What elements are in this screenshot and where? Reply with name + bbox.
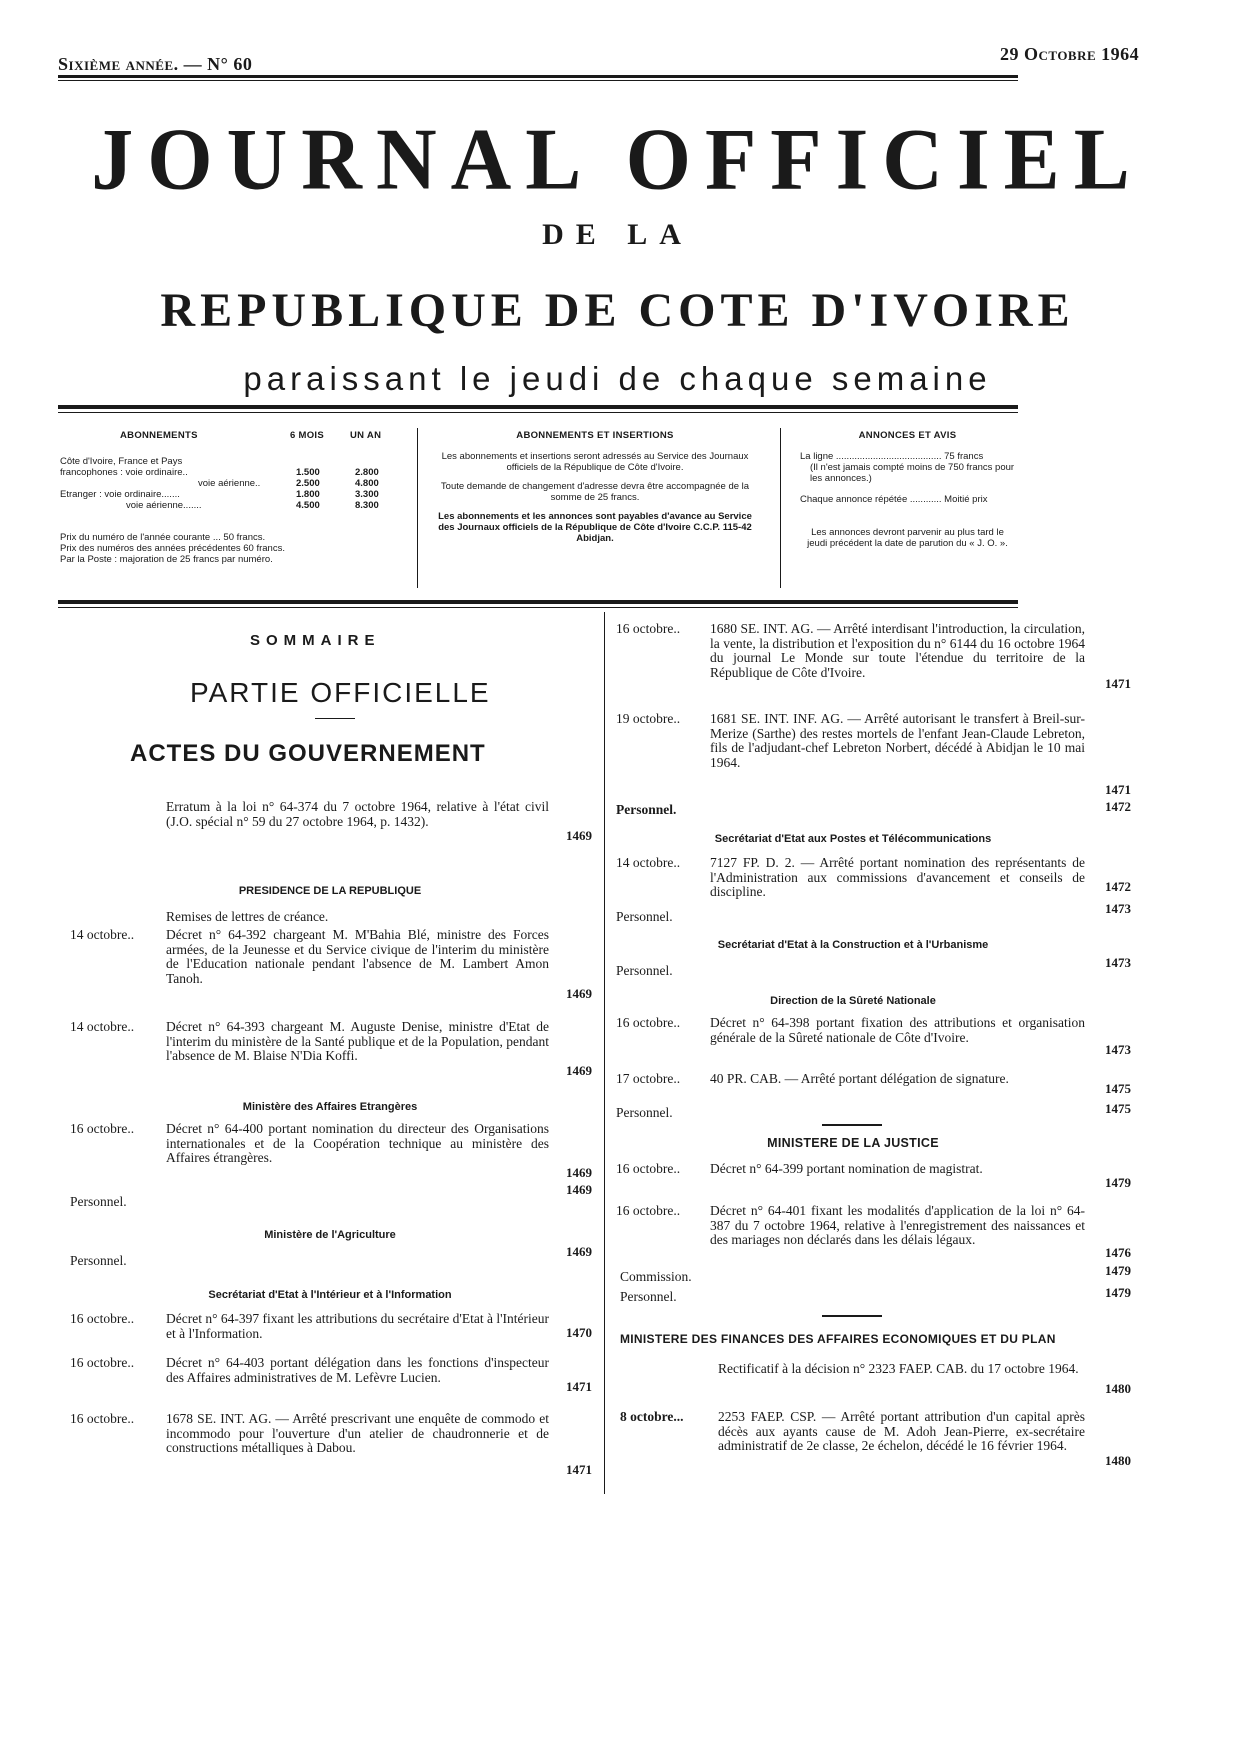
entry-text: 7127 FP. D. 2. — Arrêté portant nomination des représentants de l'Administration aux commissions d'avancement et conseils de discipline. <box>710 855 1085 899</box>
insertions-text: Les abonnements et insertions seront adressés au Service des Journaux officiels de la République de Côte d'Ivoire. <box>441 451 749 473</box>
sub-price: 1.800 <box>296 489 320 500</box>
page-number: 1475 <box>1105 1081 1131 1096</box>
top-rule <box>58 75 1018 78</box>
erratum-text: Erratum à la loi n° 64-374 du 7 octobre 1964, relative à l'état civil (J.O. spécial n° 59 du 27 octobre 1964, p. 1432). <box>166 799 549 829</box>
entry-date: 16 octobre.. <box>70 1355 135 1370</box>
masthead-tagline: paraissant le jeudi de chaque semaine <box>243 360 992 397</box>
separator <box>822 1124 882 1126</box>
entry-date: 8 octobre... <box>620 1409 684 1424</box>
entry-date: 16 octobre.. <box>616 1015 681 1030</box>
personnel-label: Personnel. <box>616 1105 673 1120</box>
page-number: 1480 <box>1105 1453 1131 1468</box>
separator <box>822 1315 882 1317</box>
section-secretariat-interieur: Secrétariat d'Etat à l'Intérieur et à l'Information <box>208 1289 452 1301</box>
insertions-text: Les abonnements et les annonces sont payables d'avance au Service des Journaux officiels de la République de Côte d'Ivoire C.C.P. 115-42 Abidjan. <box>438 511 752 544</box>
page-number: 1469 <box>566 986 592 1001</box>
personnel-label: Personnel. <box>620 1289 677 1304</box>
annonces-text: Les annonces devront parvenir au plus tard le jeudi précédent la date de parution du « J. O. ». <box>807 527 1008 549</box>
personnel-label: Personnel. <box>616 802 677 817</box>
entry-date: 17 octobre.. <box>616 1071 681 1086</box>
sub-price: 2.800 <box>355 467 379 478</box>
entry-text: Décret n° 64-401 fixant les modalités d'application de la loi n° 64-387 du 7 octobre 1964, relative à l'enregistrement des naissances et des mariages non déclarés dans les délais légaux. <box>710 1203 1085 1247</box>
entry-text: 1680 SE. INT. AG. — Arrêté interdisant l'introduction, la circulation, la vente, la distribution et l'exposition du n° 6144 du 16 octobre 1964 du journal Le Monde sur toute l'étendue du territoire de la République de Côte d'Ivoire. <box>710 621 1085 680</box>
section-finances: MINISTERE DES FINANCES DES AFFAIRES ECONOMIQUES ET DU PLAN <box>620 1332 1056 1346</box>
col-6-mois: 6 MOIS <box>290 430 325 441</box>
page-number: 1470 <box>566 1325 592 1340</box>
page-number: 1473 <box>1105 901 1131 916</box>
entry-text: Rectificatif à la décision n° 2323 FAEP. CAB. du 17 octobre 1964. <box>718 1361 1079 1376</box>
page-number: 1472 <box>1105 799 1131 814</box>
annonces-box <box>800 430 1015 549</box>
remises-text: Remises de lettres de créance. <box>166 909 329 924</box>
annonces-heading: ANNONCES ET AVIS <box>858 430 957 441</box>
page-number: 1471 <box>1105 782 1131 797</box>
section-postes: Secrétariat d'Etat aux Postes et Télécommunications <box>714 833 992 845</box>
entry-text: 1678 SE. INT. AG. — Arrêté prescrivant une enquête de commodo et incommodo pour l'ouverture d'un atelier de chaudronnerie et de constructions métalliques à Dabou. <box>166 1411 549 1455</box>
section-presidence: PRESIDENCE DE LA REPUBLIQUE <box>238 885 422 897</box>
masthead-rule-thin <box>58 412 1018 413</box>
page-number: 1479 <box>1105 1263 1131 1278</box>
page-number: 1475 <box>1105 1101 1131 1116</box>
insertions-box <box>430 430 760 544</box>
column-divider <box>604 612 605 1494</box>
page-number: 1472 <box>1105 879 1131 894</box>
entry-text: Décret n° 64-399 portant nomination de magistrat. <box>710 1161 983 1176</box>
entry-date: 14 octobre.. <box>70 927 135 942</box>
personnel-label: Personnel. <box>616 963 673 978</box>
entry-text: 40 PR. CAB. — Arrêté portant délégation de signature. <box>710 1071 1009 1086</box>
insertions-heading: ABONNEMENTS ET INSERTIONS <box>516 430 674 441</box>
sub-row-label: voie aérienne....... <box>126 500 202 511</box>
page-number: 1469 <box>566 1063 592 1078</box>
page-number: 1473 <box>1105 955 1131 970</box>
entry-date: 16 octobre.. <box>70 1311 135 1326</box>
partie-officielle: PARTIE OFFICIELLE <box>190 677 491 708</box>
box-divider <box>780 428 781 588</box>
sub-price: 4.500 <box>296 500 320 511</box>
entry-date: 14 octobre.. <box>616 855 681 870</box>
entry-date: 16 octobre.. <box>616 1161 681 1176</box>
issue-date: 29 Octobre 1964 <box>1000 44 1140 64</box>
page-number: 1479 <box>1105 1285 1131 1300</box>
page-number: 1469 <box>566 1165 592 1180</box>
section-construction: Secrétariat d'Etat à la Construction et à l'Urbanisme <box>717 939 989 951</box>
page-number: 1469 <box>566 1244 592 1259</box>
page-number: 1471 <box>566 1379 592 1394</box>
masthead-de-la: DE LA <box>542 218 693 251</box>
partie-underline <box>315 718 355 719</box>
entry-text: 1681 SE. INT. INF. AG. — Arrêté autorisant le transfert à Breil-sur-Merize (Sarthe) des restes mortels de l'enfant Jean-Claude Lebreton, fils de l'adjudant-chef Lebreton Norbert, décédé à Abidjan le 10 mai 1964. <box>710 711 1085 770</box>
sub-price: 1.500 <box>296 467 320 478</box>
entry-date: 16 octobre.. <box>70 1121 135 1136</box>
subscriptions-heading: ABONNEMENTS <box>120 430 198 441</box>
section-affaires-etrangeres: Ministère des Affaires Etrangères <box>242 1101 418 1113</box>
top-rule-thin <box>58 80 1018 81</box>
subscriptions-box <box>60 430 405 565</box>
entry-date: 14 octobre.. <box>70 1019 135 1034</box>
insertions-text: Toute demande de changement d'adresse devra être accompagnée de la somme de 25 francs. <box>440 481 750 503</box>
sub-row-label: voie aérienne.. <box>198 478 261 489</box>
entry-date: 19 octobre.. <box>616 711 681 726</box>
box-bottom-rule <box>58 600 1018 604</box>
page-number: 1480 <box>1105 1381 1131 1396</box>
entry-date: 16 octobre.. <box>616 621 681 636</box>
price-line: Prix des numéros des années précédentes 60 francs. <box>60 543 285 554</box>
personnel-label: Personnel. <box>616 909 673 924</box>
entry-text: Décret n° 64-392 chargeant M. M'Bahia Blé, ministre des Forces armées, de la Jeunesse et du Service civique de l'interim du ministère de l'Education nationale pendant l'absence de M. Lambert Amon Tanoh. <box>166 927 549 986</box>
annonces-text: (Il n'est jamais compté moins de 750 francs pour les annonces.) <box>810 462 1015 484</box>
annonces-text: Chaque annonce répétée ............ Moitié prix <box>800 494 988 505</box>
entry-text: Décret n° 64-393 chargeant M. Auguste Denise, ministre d'Etat de l'interim du ministère de la Santé publique et de la Population, pendant l'absence de M. Blaise N'Dia Koffi. <box>166 1019 549 1063</box>
sub-price: 4.800 <box>355 478 379 489</box>
page-number: 1469 <box>566 1182 592 1197</box>
section-surete: Direction de la Sûreté Nationale <box>770 995 936 1007</box>
entry-text: Décret n° 64-397 fixant les attributions du secrétaire d'Etat à l'Intérieur et à l'Information. <box>166 1311 549 1341</box>
page-number: 1476 <box>1105 1245 1131 1260</box>
entry-text: Décret n° 64-398 portant fixation des attributions et organisation générale de la Sûreté nationale de Côte d'Ivoire. <box>710 1015 1085 1045</box>
annonces-text: La ligne ........................................ 75 francs <box>800 451 984 462</box>
price-line: Par la Poste : majoration de 25 francs par numéro. <box>60 554 273 565</box>
box-bottom-rule-thin <box>58 607 1018 608</box>
page-number: 1479 <box>1105 1175 1131 1190</box>
section-agriculture: Ministère de l'Agriculture <box>264 1229 396 1241</box>
personnel-label: Personnel. <box>70 1253 127 1268</box>
entry-text: 2253 FAEP. CSP. — Arrêté portant attribution d'un capital après décès aux ayants cause de M. Adoh Jean-Pierre, ex-secrétaire administratif de 2e classe, 2e échelon, décédé le 16 février 1964. <box>718 1409 1085 1453</box>
masthead-republic: REPUBLIQUE DE COTE D'IVOIRE <box>160 284 1075 337</box>
personnel-label: Personnel. <box>70 1194 127 1209</box>
sub-row-label: Etranger : voie ordinaire....... <box>60 489 180 500</box>
masthead-title: JOURNAL OFFICIEL <box>91 110 1144 209</box>
box-divider <box>417 428 418 588</box>
sub-row-label: francophones : voie ordinaire.. <box>60 467 188 478</box>
entry-date: 16 octobre.. <box>70 1411 135 1426</box>
entry-text: Décret n° 64-403 portant délégation dans les fonctions d'inspecteur des Affaires administratives de M. Lefèvre Lucien. <box>166 1355 549 1385</box>
sub-price: 8.300 <box>355 500 379 511</box>
page-number: 1473 <box>1105 1042 1131 1057</box>
page-number: 1471 <box>566 1462 592 1477</box>
price-line: Prix du numéro de l'année courante ... 50 francs. <box>60 532 266 543</box>
page-number: 1469 <box>566 828 592 843</box>
sub-price: 3.300 <box>355 489 379 500</box>
sommaire-title: SOMMAIRE <box>250 632 381 649</box>
entry-date: 16 octobre.. <box>616 1203 681 1218</box>
masthead-rule <box>58 405 1018 409</box>
actes-heading: ACTES DU GOUVERNEMENT <box>130 740 486 767</box>
sub-row-label: Côte d'Ivoire, France et Pays <box>60 456 183 467</box>
section-justice: MINISTERE DE LA JUSTICE <box>767 1136 939 1150</box>
page-number: 1471 <box>1105 676 1131 691</box>
entry-text: Décret n° 64-400 portant nomination du directeur des Organisations internationales et de la Coopération technique au ministère des Affaires étrangères. <box>166 1121 549 1165</box>
sub-price: 2.500 <box>296 478 320 489</box>
issue-number: Sixième année. — N° 60 <box>58 54 253 74</box>
col-un-an: UN AN <box>350 430 382 441</box>
commission-label: Commission. <box>620 1269 692 1284</box>
